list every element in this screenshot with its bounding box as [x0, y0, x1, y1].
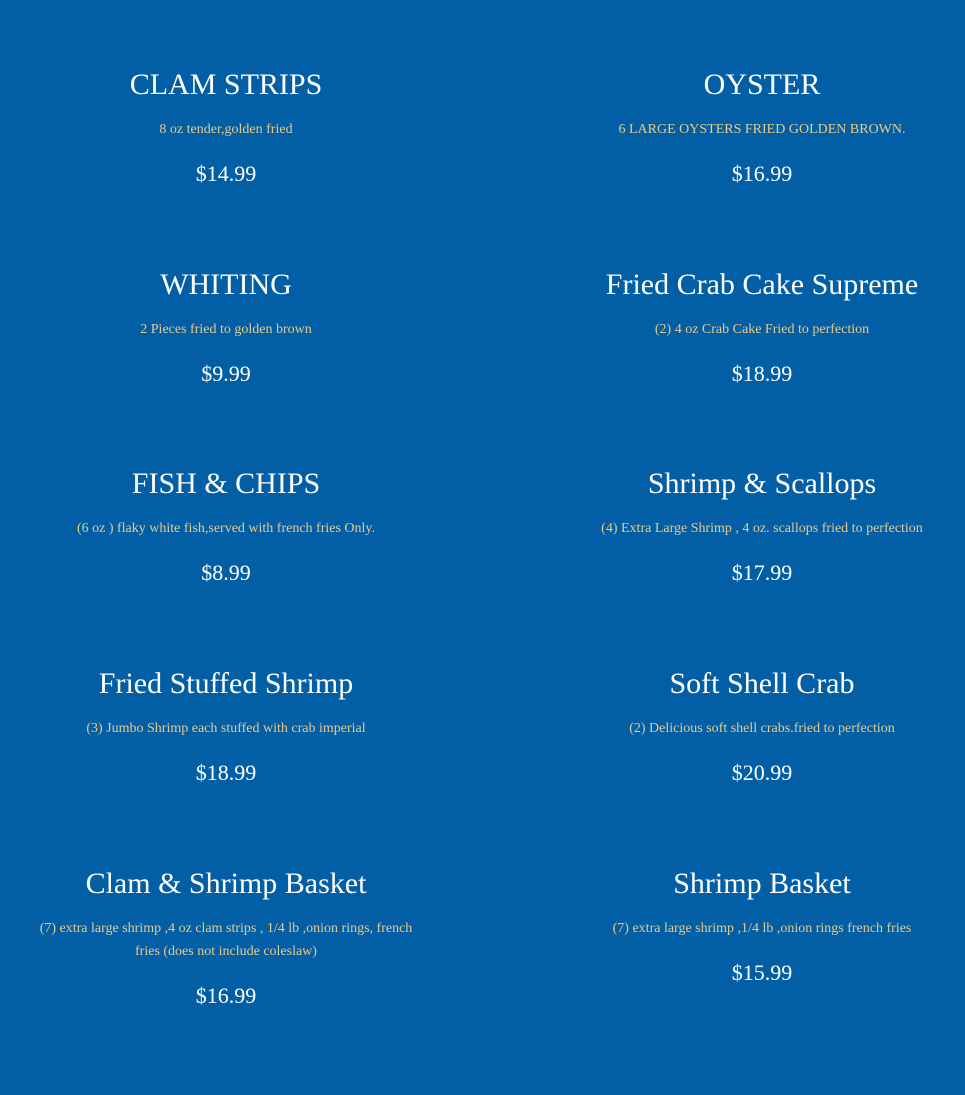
menu-item-title: Soft Shell Crab	[669, 667, 855, 700]
menu-item-description: (2) Delicious soft shell crabs.fried to perfection	[629, 721, 895, 736]
menu-item-fried-crab-cake-supreme	[566, 266, 958, 387]
menu-item-price: $18.99	[731, 361, 793, 386]
menu-item-price: $15.99	[731, 960, 793, 985]
menu-item-title: Fried Crab Cake Supreme	[605, 268, 919, 301]
menu-item-price: $14.99	[195, 161, 257, 186]
menu-item-fish-and-chips	[30, 465, 422, 586]
menu-item-fried-stuffed-shrimp	[30, 665, 422, 786]
menu-item-title: WHITING	[160, 268, 292, 301]
menu-item-description: (3) Jumbo Shrimp each stuffed with crab imperial	[86, 721, 366, 736]
menu-item-price: $18.99	[195, 760, 257, 785]
menu-item-price: $20.99	[731, 760, 793, 785]
menu-item-description: (2) 4 oz Crab Cake Fried to perfection	[654, 322, 870, 337]
menu-item-clam-and-shrimp-basket	[30, 865, 422, 1009]
menu-item-description: 8 oz tender,golden fried	[159, 122, 293, 137]
menu-item-title: Shrimp & Scallops	[647, 467, 877, 500]
menu-item-price: $17.99	[731, 560, 793, 585]
menu-item-title: CLAM STRIPS	[129, 68, 323, 101]
menu-item-soft-shell-crab	[566, 665, 958, 786]
menu-item-description: (4) Extra Large Shrimp , 4 oz. scallops fried to perfection	[601, 521, 923, 536]
menu-item-shrimp-basket	[566, 865, 958, 986]
menu-item-shrimp-and-scallops	[566, 465, 958, 586]
menu-item-price: $9.99	[201, 361, 251, 386]
menu-item-title: Clam & Shrimp Basket	[85, 867, 367, 900]
menu-item-title: Shrimp Basket	[673, 867, 851, 900]
menu-item-description: 2 Pieces fried to golden brown	[140, 322, 312, 337]
menu-item-description: (7) extra large shrimp ,1/4 lb ,onion rings french fries	[612, 921, 912, 936]
menu-item-description: 6 LARGE OYSTERS FRIED GOLDEN BROWN.	[618, 122, 906, 137]
menu-item-description: (7) extra large shrimp ,4 oz clam strips , 1/4 lb ,onion rings, french fries (does not include coleslaw)	[39, 921, 413, 959]
menu-item-title: Fried Stuffed Shrimp	[98, 667, 354, 700]
menu-item-price: $16.99	[731, 161, 793, 186]
menu-item-description: (6 oz ) flaky white fish,served with french fries Only.	[76, 521, 376, 536]
menu-item-clam-strips	[30, 66, 422, 187]
menu-item-price: $8.99	[201, 560, 251, 585]
menu-item-title: OYSTER	[703, 68, 821, 101]
menu-item-title: FISH & CHIPS	[131, 467, 321, 500]
menu-item-price: $16.99	[195, 983, 257, 1008]
menu-item-oyster	[566, 66, 958, 187]
menu-item-whiting	[30, 266, 422, 387]
